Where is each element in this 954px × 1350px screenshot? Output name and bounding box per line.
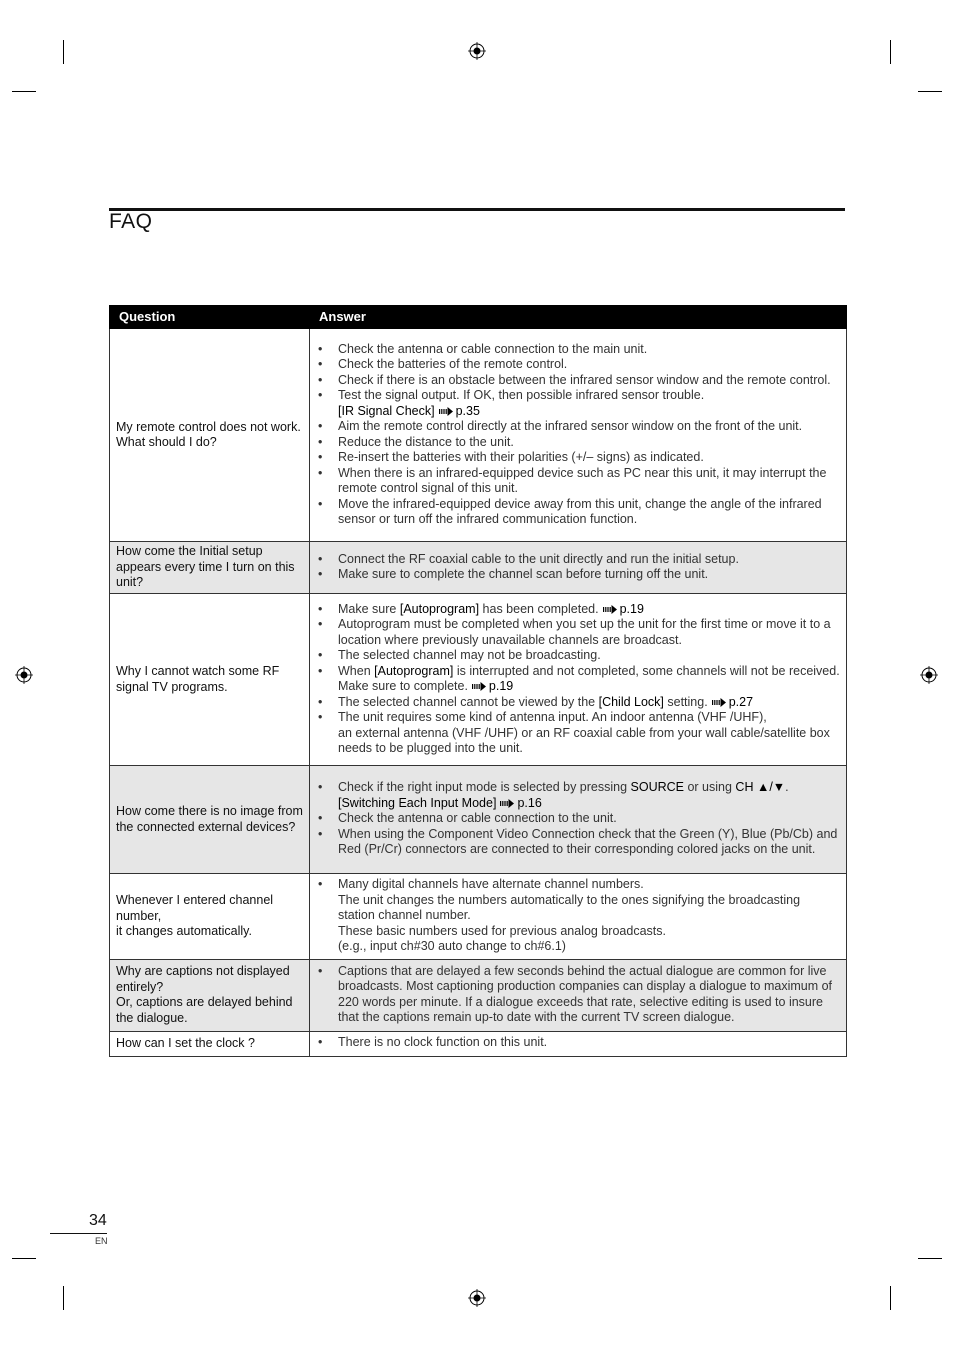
answer-text: When — [338, 663, 375, 678]
answer-text: When there is an infrared-equipped device such as PC near this unit, it may interrupt the remote control signal of this unit. — [338, 465, 827, 495]
answer-text: The unit requires some kind of antenna input. An indoor antenna (VHF /UHF), an external antenna (VHF /UHF) or an RF coaxial cable from your wall cable/satellite box needs to be plugged into the unit. — [338, 710, 830, 755]
page-reference-arrow-icon — [712, 698, 726, 707]
answer-cell — [310, 329, 847, 542]
registration-mark-icon — [468, 42, 486, 60]
question-text: How come there is no image from the connected external devices? — [116, 804, 303, 834]
list-item — [318, 648, 840, 664]
registration-mark-icon — [15, 666, 33, 684]
answer-text: Check if the right input mode is selected by pressing — [338, 780, 631, 795]
crop-mark — [12, 91, 36, 92]
answer-cell — [310, 1031, 847, 1056]
question-text: How can I set the clock ? — [116, 1035, 255, 1050]
table-row — [110, 542, 847, 594]
answer-list — [318, 552, 840, 583]
page-language: EN — [95, 1236, 108, 1246]
reference-page: p.19 — [619, 601, 644, 616]
question-text: Why are captions not displayed entirely? Or, captions are delayed behind the dialogue. — [116, 964, 293, 1025]
question-header: Question — [110, 306, 310, 329]
list-item — [318, 710, 840, 757]
answer-list — [318, 342, 840, 528]
reference-page: p.16 — [517, 795, 542, 810]
reference-page: p.35 — [455, 403, 480, 418]
answer-text: is interrupted and not completed, some channels will not be received. Make sure to complete. — [338, 663, 840, 693]
answer-cell — [310, 594, 847, 766]
table-row — [110, 1031, 847, 1056]
list-item — [318, 827, 840, 858]
list-item — [318, 450, 840, 466]
list-item — [318, 780, 840, 811]
answer-list — [318, 1035, 840, 1051]
faq-body — [110, 329, 847, 1057]
list-item — [318, 877, 840, 955]
question-cell — [110, 542, 310, 594]
list-item — [318, 1035, 840, 1051]
answer-keyword: [Autoprogram] — [374, 663, 454, 678]
page-reference-arrow-icon — [603, 605, 617, 614]
list-item — [318, 567, 840, 583]
list-item — [318, 602, 840, 618]
reference-label: [Switching Each Input Mode] — [338, 795, 497, 810]
page-title: FAQ — [109, 210, 153, 233]
table-row — [110, 959, 847, 1031]
list-item — [318, 373, 840, 389]
table-row — [110, 766, 847, 874]
page-number-rule — [50, 1233, 107, 1234]
page-reference-arrow-icon — [472, 682, 486, 691]
answer-cell — [310, 542, 847, 594]
answer-list — [318, 877, 840, 955]
answer-text: or using — [684, 780, 736, 795]
answer-text: Check the antenna or cable connection to the unit. — [338, 811, 617, 826]
answer-text: Reduce the distance to the unit. — [338, 434, 514, 449]
answer-text: Check the antenna or cable connection to the main unit. — [338, 341, 648, 356]
list-item — [318, 811, 840, 827]
answer-cell — [310, 874, 847, 960]
crop-mark — [890, 1286, 891, 1310]
answer-text: setting. — [663, 694, 708, 709]
answer-text: Move the infrared-equipped device away from this unit, change the angle of the infrared sensor or turn off the infrared communication function. — [338, 496, 822, 526]
list-item — [318, 342, 840, 358]
crop-mark — [63, 40, 64, 64]
question-cell — [110, 1031, 310, 1056]
question-cell — [110, 959, 310, 1031]
answer-cell — [310, 766, 847, 874]
list-item — [318, 435, 840, 451]
table-row — [110, 594, 847, 766]
list-item — [318, 964, 840, 1026]
question-cell — [110, 329, 310, 542]
answer-text: Aim the remote control directly at the infrared sensor window on the front of the unit. — [338, 419, 803, 433]
answer-text: When using the Component Video Connection check that the Green (Y), Blue (Pb/Cb) and Red (Pr/Cr) connectors are connected to their corresponding colored jacks on the unit. — [338, 826, 838, 857]
answer-keyword: CH ▲/▼ — [735, 780, 786, 795]
answer-text: Check the batteries of the remote control. — [338, 357, 568, 371]
table-row — [110, 874, 847, 960]
answer-text: Check if there is an obstacle between the infrared sensor window and the remote control. — [338, 372, 831, 387]
answer-keyword: [Child Lock] — [598, 694, 664, 709]
answer-text: The selected channel may not be broadcasting. — [338, 648, 601, 662]
answer-text: Test the signal output. If OK, then possible infrared sensor trouble. — [338, 388, 705, 402]
registration-mark-icon — [920, 666, 938, 684]
answer-cell — [310, 959, 847, 1031]
crop-mark — [918, 91, 942, 92]
answer-text: Re-insert the batteries with their polarities (+/– signs) as indicated. — [338, 450, 704, 464]
list-item — [318, 466, 840, 497]
list-item — [318, 388, 840, 419]
answer-list — [318, 602, 840, 757]
page-reference-arrow-icon — [439, 407, 453, 416]
crop-mark — [890, 40, 891, 64]
answer-list — [318, 780, 840, 858]
answer-text: Many digital channels have alternate channel numbers. The unit changes the numbers automatically to the ones signifying the broadcasting station channel number. These basic numbers used for previous analog broadcasts. (e.g., input ch#30 auto change to ch#6.1) — [338, 877, 801, 953]
list-item — [318, 419, 840, 435]
question-cell — [110, 766, 310, 874]
crop-mark — [918, 1258, 942, 1259]
answer-text: The selected channel cannot be viewed by the — [338, 694, 599, 709]
list-item — [318, 357, 840, 373]
answer-text: Connect the RF coaxial cable to the unit directly and run the initial setup. — [338, 551, 739, 566]
answer-text: Autoprogram must be completed when you set up the unit for the first time or move it to a location where previously unavailable channels are broadcast. — [338, 617, 831, 647]
question-text: My remote control does not work. What should I do? — [116, 419, 301, 449]
crop-mark — [12, 1258, 36, 1259]
registration-mark-icon — [468, 1289, 486, 1307]
page-number: 34 — [89, 1212, 107, 1229]
crop-mark — [63, 1286, 64, 1310]
list-item — [318, 552, 840, 568]
question-cell — [110, 594, 310, 766]
answer-header: Answer — [310, 306, 847, 329]
reference-page: p.27 — [728, 694, 754, 709]
list-item — [318, 695, 840, 711]
table-row — [110, 329, 847, 542]
answer-keyword: SOURCE — [630, 780, 684, 795]
faq-table — [109, 305, 847, 1057]
question-text: Why I cannot watch some RF signal TV programs. — [116, 664, 280, 694]
answer-text: Make sure — [338, 601, 400, 616]
answer-text: Make sure to complete the channel scan before turning off the unit. — [338, 567, 709, 581]
question-text: How come the Initial setup appears every time I turn on this unit? — [116, 544, 295, 590]
answer-text: has been completed. — [479, 601, 599, 616]
list-item — [318, 497, 840, 528]
list-item — [318, 664, 840, 695]
answer-list — [318, 964, 840, 1026]
reference-label: [IR Signal Check] — [338, 403, 435, 418]
question-text: Whenever I entered channel number, it changes automatically. — [116, 893, 274, 938]
page-reference-arrow-icon — [500, 799, 514, 808]
reference-page: p.19 — [488, 679, 514, 693]
table-header-row — [110, 306, 847, 329]
title-rule — [109, 208, 845, 211]
list-item — [318, 617, 840, 648]
answer-text: Captions that are delayed a few seconds behind the actual dialogue are common for live broadcasts. Most captioning production companies can display a dialogue to maximum of 220 words per minute. If a dialogue exceeds that rate, selective editing is used to insure that the captions remain up-to date with the current TV screen dialogue. — [338, 963, 833, 1024]
answer-text: . — [785, 780, 789, 795]
answer-text: There is no clock function on this unit. — [338, 1035, 548, 1050]
answer-keyword: [Autoprogram] — [399, 601, 480, 616]
question-cell — [110, 874, 310, 960]
